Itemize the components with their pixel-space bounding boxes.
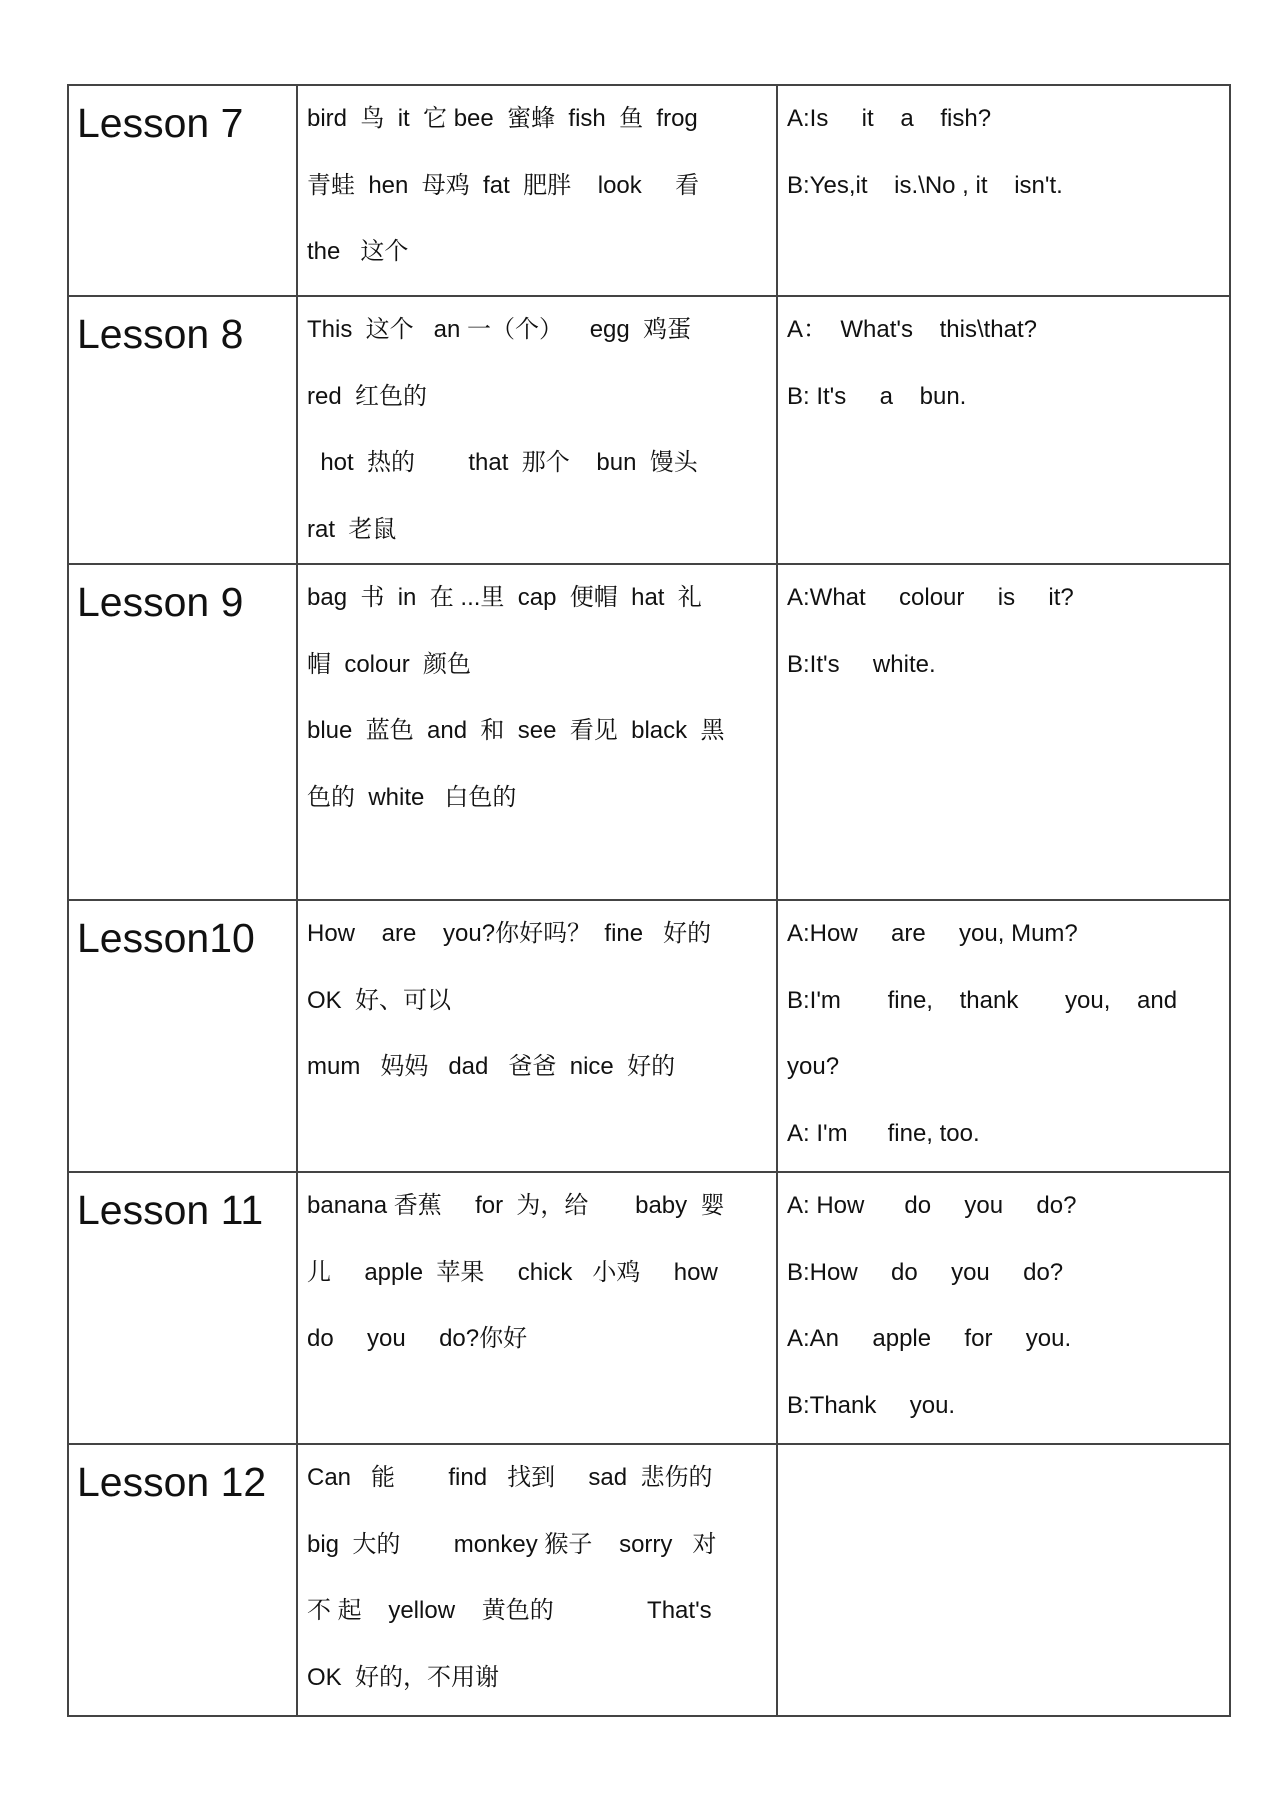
dialogue-line: B:Yes,it is.\No , it isn't. [787, 171, 1063, 199]
vocabulary-line: do you do?你好 [307, 1325, 528, 1352]
lesson-title: Lesson 12 [77, 1459, 267, 1505]
vocabulary-cell [297, 1172, 777, 1444]
lesson-title-cell [68, 900, 297, 1172]
dialogue-line: A:How are you, Mum? [787, 920, 1078, 947]
lesson-row [68, 1172, 1230, 1444]
dialogue-line: A:Is it a fish? [787, 105, 992, 132]
vocabulary-line: 青蛙 hen 母鸡 fat 肥胖 look 看 [307, 171, 700, 199]
dialogue-line: A: How do you do? [787, 1192, 1077, 1219]
vocabulary-line: mum 妈妈 dad 爸爸 nice 好的 [307, 1053, 676, 1080]
lesson-title: Lesson 11 [77, 1187, 264, 1233]
vocabulary-line: rat 老鼠 [307, 515, 397, 543]
dialogue-cell [777, 564, 1230, 900]
lesson-row [68, 296, 1230, 564]
dialogue-cell [777, 900, 1230, 1172]
lesson-row [68, 900, 1230, 1172]
lesson-row [68, 564, 1230, 900]
lesson-title: Lesson 8 [77, 311, 244, 357]
vocabulary-line: This 这个 an 一（个） egg 鸡蛋 [307, 316, 692, 343]
vocabulary-cell [297, 564, 777, 900]
vocabulary-line: hot 热的 that 那个 bun 馒头 [307, 449, 698, 476]
vocabulary-line: big 大的 monkey 猴子 sorry 对 [307, 1530, 717, 1558]
vocabulary-cell [297, 900, 777, 1172]
vocabulary-cell [297, 1444, 777, 1716]
vocabulary-line: bag 书 in 在 ...里 cap 便帽 hat 礼 [307, 584, 702, 611]
lesson-title: Lesson 7 [77, 100, 244, 146]
lesson-title-cell [68, 564, 297, 900]
vocabulary-line: 色的 white 白色的 [307, 783, 517, 811]
lesson-vocabulary-table [67, 84, 1231, 1717]
dialogue-cell [777, 85, 1230, 296]
vocabulary-line: Can 能 find 找到 sad 悲伤的 [307, 1464, 713, 1491]
vocabulary-line: 帽 colour 颜色 [307, 650, 472, 678]
dialogue-line: A:What colour is it? [787, 584, 1074, 611]
dialogue-line: you? [787, 1053, 840, 1080]
vocabulary-line: OK 好的，不用谢 [307, 1663, 500, 1691]
vocabulary-line: banana 香蕉 for 为，给 baby 婴 [307, 1192, 725, 1219]
lesson-title-cell [68, 296, 297, 564]
vocabulary-line: bird 鸟 it 它 bee 蜜蜂 fish 鱼 frog [307, 105, 698, 132]
dialogue-line: B: It's a bun. [787, 382, 967, 410]
dialogue-cell [777, 296, 1230, 564]
lesson-title-cell [68, 85, 297, 296]
lesson-row [68, 1444, 1230, 1716]
vocabulary-line: red 红色的 [307, 382, 428, 410]
lesson-row [68, 85, 1230, 296]
vocabulary-line: blue 蓝色 and 和 see 看见 black 黑 [307, 717, 725, 744]
dialogue-line: A:An apple for you. [787, 1325, 1072, 1352]
vocabulary-line: How are you?你好吗？ fine 好的 [307, 920, 712, 947]
lesson-title-cell [68, 1172, 297, 1444]
vocabulary-line: the 这个 [307, 238, 409, 265]
lesson-title: Lesson10 [77, 915, 255, 961]
vocabulary-line: 不 起 yellow 黄色的 That's [307, 1597, 712, 1624]
dialogue-line: B:It's white. [787, 650, 936, 678]
lesson-title-cell [68, 1444, 297, 1716]
vocabulary-line: 儿 apple 苹果 chick 小鸡 how [307, 1258, 718, 1286]
dialogue-cell [777, 1444, 1230, 1716]
dialogue-line: B:I'm fine, thank you, and [787, 986, 1178, 1014]
dialogue-line: A： What's this\that? [787, 316, 1038, 343]
dialogue-cell [777, 1172, 1230, 1444]
dialogue-line: B:Thank you. [787, 1391, 956, 1419]
vocabulary-cell [297, 296, 777, 564]
vocabulary-line: OK 好、可以 [307, 986, 452, 1014]
vocabulary-cell [297, 85, 777, 296]
dialogue-line: B:How do you do? [787, 1258, 1064, 1286]
dialogue-line: A: I'm fine, too. [787, 1119, 980, 1147]
lesson-title: Lesson 9 [77, 579, 244, 625]
